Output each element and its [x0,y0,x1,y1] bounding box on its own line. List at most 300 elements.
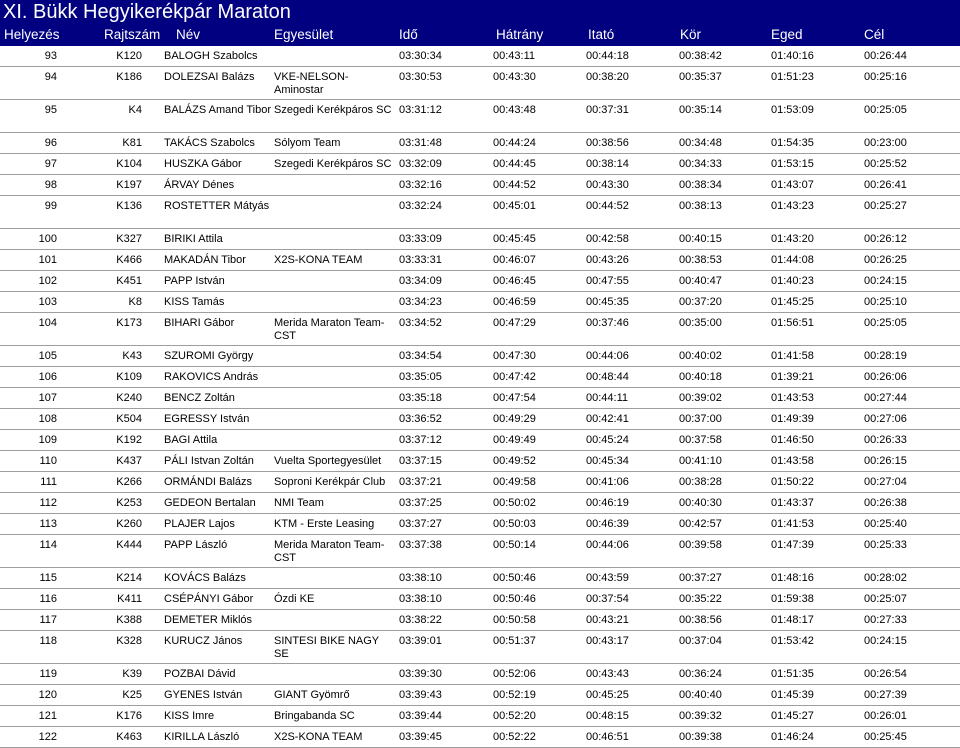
lap2-cell: 00:40:02 [679,350,722,362]
table-row [0,631,960,664]
finish-cell: 00:27:04 [864,476,907,488]
club-cell: Vuelta Sportegyesület [274,455,382,467]
time-cell: 03:31:48 [399,137,442,149]
lap2-cell: 00:40:30 [679,497,722,509]
lap2-cell: 00:39:02 [679,392,722,404]
finish-cell: 00:25:45 [864,731,907,743]
finish-cell: 00:25:05 [864,317,907,329]
lap2-cell: 00:37:58 [679,434,722,446]
position-cell: 122 [38,731,57,743]
lap3-cell: 01:53:15 [771,158,814,170]
position-cell: 99 [44,200,57,212]
name-cell: BAGI Attila [164,434,218,446]
bib-cell: K437 [116,455,142,467]
name-cell: ÁRVAY Dénes [164,179,235,191]
time-cell: 03:37:15 [399,455,442,467]
name-cell: SZUROMI György [164,350,254,362]
name-cell: CSÉPÁNYI Gábor [164,593,254,605]
table-row [0,706,960,727]
position-cell: 114 [39,539,57,551]
finish-cell: 00:27:33 [864,614,907,626]
lap3-cell: 01:51:23 [771,71,814,83]
bib-cell: K444 [116,539,142,551]
position-cell: 110 [39,455,57,467]
table-row [0,493,960,514]
lap3-cell: 01:43:58 [771,455,814,467]
lap3-cell: 01:53:09 [771,104,814,116]
bib-cell: K328 [116,635,142,647]
table-row [0,589,960,610]
finish-cell: 00:26:54 [864,668,907,680]
gap-cell: 00:49:52 [493,455,536,467]
finish-cell: 00:23:00 [864,137,907,149]
club-cell: Soproni Kerékpár Club [274,476,386,488]
table-row [0,514,960,535]
lap3-cell: 01:45:25 [771,296,814,308]
table-row [0,535,960,568]
finish-cell: 00:25:10 [864,296,907,308]
finish-cell: 00:26:06 [864,371,907,383]
table-row [0,313,960,346]
gap-cell: 00:50:46 [493,572,536,584]
position-cell: 96 [44,137,57,149]
lap3-cell: 01:54:35 [771,137,814,149]
table-row [0,727,960,748]
bib-cell: K109 [116,371,142,383]
table-row [0,229,960,250]
position-cell: 98 [44,179,57,191]
bib-cell: K260 [116,518,142,530]
finish-cell: 00:27:39 [864,689,907,701]
name-cell: BIHARI Gábor [164,317,235,329]
gap-cell: 00:43:48 [493,104,536,116]
name-cell: ROSTETTER Mátyás [164,200,270,212]
gap-cell: 00:46:45 [493,275,536,287]
header-lap3: Eged [771,27,803,42]
lap1-cell: 00:43:43 [586,668,629,680]
time-cell: 03:39:44 [399,710,442,722]
time-cell: 03:37:38 [399,539,442,551]
table-row [0,271,960,292]
header-finish: Cél [864,27,885,42]
time-cell: 03:33:31 [399,254,442,266]
lap1-cell: 00:37:46 [586,317,629,329]
lap3-cell: 01:41:53 [771,518,814,530]
lap2-cell: 00:39:32 [679,710,722,722]
lap2-cell: 00:34:48 [679,137,722,149]
gap-cell: 00:52:06 [493,668,536,680]
gap-cell: 00:47:42 [493,371,536,383]
lap1-cell: 00:41:06 [586,476,629,488]
name-cell: DEMETER Miklós [164,614,253,626]
lap1-cell: 00:47:55 [586,275,629,287]
bib-cell: K104 [116,158,142,170]
lap3-cell: 01:53:42 [771,635,814,647]
gap-cell: 00:51:37 [493,635,536,647]
name-cell: PAPP László [164,539,228,551]
lap2-cell: 00:38:42 [679,50,722,62]
name-cell: POZBAI Dávid [164,668,236,680]
position-cell: 116 [39,593,57,605]
time-cell: 03:34:23 [399,296,442,308]
finish-cell: 00:26:25 [864,254,907,266]
gap-cell: 00:50:14 [493,539,536,551]
lap3-cell: 01:56:51 [771,317,814,329]
name-cell: KISS Tamás [164,296,225,308]
lap3-cell: 01:40:23 [771,275,814,287]
position-cell: 119 [39,668,57,680]
lap1-cell: 00:43:26 [586,254,629,266]
gap-cell: 00:46:59 [493,296,536,308]
table-row [0,67,960,100]
lap2-cell: 00:38:13 [679,200,722,212]
time-cell: 03:39:30 [399,668,442,680]
name-cell: KIRILLA László [164,731,240,743]
position-cell: 104 [38,317,57,329]
bib-cell: K39 [122,668,142,680]
finish-cell: 00:25:33 [864,539,907,551]
time-cell: 03:32:09 [399,158,442,170]
name-cell: PLAJER Lajos [164,518,235,530]
lap3-cell: 01:39:21 [771,371,814,383]
position-cell: 97 [44,158,57,170]
lap2-cell: 00:37:27 [679,572,722,584]
header-lap2: Kör [680,27,702,42]
bib-cell: K81 [122,137,142,149]
name-cell: EGRESSY István [164,413,250,425]
position-cell: 93 [44,50,57,62]
lap1-cell: 00:43:21 [586,614,629,626]
bib-cell: K4 [128,104,142,116]
lap3-cell: 01:48:16 [771,572,814,584]
lap2-cell: 00:41:10 [679,455,722,467]
lap3-cell: 01:51:35 [771,668,814,680]
gap-cell: 00:52:20 [493,710,536,722]
bib-cell: K253 [116,497,142,509]
lap1-cell: 00:37:54 [586,593,629,605]
time-cell: 03:38:10 [399,593,442,605]
finish-cell: 00:26:33 [864,434,907,446]
lap3-cell: 01:40:16 [771,50,814,62]
finish-cell: 00:26:01 [864,710,907,722]
time-cell: 03:36:52 [399,413,442,425]
time-cell: 03:37:21 [399,476,442,488]
lap3-cell: 01:43:20 [771,233,814,245]
lap3-cell: 01:49:39 [771,413,814,425]
gap-cell: 00:45:01 [493,200,536,212]
position-cell: 105 [38,350,57,362]
position-cell: 95 [44,104,57,116]
time-cell: 03:35:18 [399,392,442,404]
bib-cell: K266 [116,476,142,488]
lap1-cell: 00:42:41 [586,413,629,425]
bib-cell: K192 [116,434,142,446]
lap1-cell: 00:43:17 [586,635,629,647]
position-cell: 107 [38,392,57,404]
finish-cell: 00:25:27 [864,200,907,212]
lap2-cell: 00:35:00 [679,317,722,329]
name-cell: BENCZ Zoltán [164,392,235,404]
name-cell: GEDEON Bertalan [164,497,256,509]
position-cell: 111 [40,476,57,488]
club-cell: X2S-KONA TEAM [274,731,363,743]
name-cell: PÁLI Istvan Zoltán [164,455,254,467]
time-cell: 03:32:24 [399,200,442,212]
lap1-cell: 00:43:30 [586,179,629,191]
bib-cell: K240 [116,392,142,404]
name-cell: HUSZKA Gábor [164,158,242,170]
lap2-cell: 00:40:47 [679,275,722,287]
bib-cell: K186 [116,71,142,83]
time-cell: 03:33:09 [399,233,442,245]
bib-cell: K466 [116,254,142,266]
lap1-cell: 00:45:24 [586,434,629,446]
lap1-cell: 00:37:31 [586,104,629,116]
lap2-cell: 00:37:04 [679,635,722,647]
position-cell: 120 [38,689,57,701]
bib-cell: K214 [116,572,142,584]
position-cell: 112 [39,497,57,509]
position-cell: 117 [39,614,57,626]
finish-cell: 00:25:52 [864,158,907,170]
finish-cell: 00:26:12 [864,233,907,245]
gap-cell: 00:52:22 [493,731,536,743]
gap-cell: 00:43:11 [493,50,536,62]
lap3-cell: 01:43:53 [771,392,814,404]
finish-cell: 00:26:41 [864,179,907,191]
bib-cell: K25 [122,689,142,701]
time-cell: 03:37:25 [399,497,442,509]
lap2-cell: 00:42:57 [679,518,722,530]
position-cell: 106 [38,371,57,383]
header-position: Helyezés [4,27,60,42]
lap1-cell: 00:46:39 [586,518,629,530]
header-lap1: Itató [588,27,615,42]
club-cell: KTM - Erste Leasing [274,518,375,530]
finish-cell: 00:27:44 [864,392,907,404]
lap1-cell: 00:42:58 [586,233,629,245]
lap1-cell: 00:44:06 [586,350,629,362]
bib-cell: K504 [116,413,142,425]
position-cell: 121 [38,710,57,722]
bib-cell: K411 [117,593,142,605]
finish-cell: 00:26:38 [864,497,907,509]
lap2-cell: 00:37:20 [679,296,722,308]
lap2-cell: 00:40:40 [679,689,722,701]
time-cell: 03:32:16 [399,179,442,191]
gap-cell: 00:49:58 [493,476,536,488]
lap3-cell: 01:47:39 [771,539,814,551]
bib-cell: K8 [128,296,142,308]
gap-cell: 00:52:19 [493,689,536,701]
table-row [0,367,960,388]
bib-cell: K173 [116,317,142,329]
name-cell: RAKOVICS András [164,371,259,383]
time-cell: 03:37:12 [399,434,442,446]
position-cell: 102 [38,275,57,287]
table-row [0,430,960,451]
lap3-cell: 01:50:22 [771,476,814,488]
lap1-cell: 00:45:34 [586,455,629,467]
lap1-cell: 00:45:25 [586,689,629,701]
gap-cell: 00:47:29 [493,317,536,329]
time-cell: 03:39:01 [399,635,442,647]
gap-cell: 00:50:03 [493,518,536,530]
gap-cell: 00:47:54 [493,392,536,404]
table-row [0,346,960,367]
time-cell: 03:37:27 [399,518,442,530]
finish-cell: 00:25:07 [864,593,907,605]
time-cell: 03:38:22 [399,614,442,626]
bib-cell: K451 [116,275,142,287]
gap-cell: 00:45:45 [493,233,536,245]
position-cell: 113 [39,518,57,530]
time-cell: 03:38:10 [399,572,442,584]
lap1-cell: 00:38:56 [586,137,629,149]
table-header [0,24,960,46]
table-row [0,175,960,196]
finish-cell: 00:28:02 [864,572,907,584]
gap-cell: 00:50:46 [493,593,536,605]
lap2-cell: 00:36:24 [679,668,722,680]
lap3-cell: 01:43:37 [771,497,814,509]
table-row [0,100,960,133]
club-cell: Szegedi Kerékpáros SC [274,104,392,116]
lap2-cell: 00:40:18 [679,371,722,383]
name-cell: KOVÁCS Balázs [164,572,246,584]
table-row [0,409,960,430]
time-cell: 03:30:34 [399,50,442,62]
results-table-body [0,46,960,748]
header-gap: Hátrány [496,27,544,42]
gap-cell: 00:44:24 [493,137,536,149]
table-row [0,250,960,271]
lap1-cell: 00:44:52 [586,200,629,212]
finish-cell: 00:25:16 [864,71,907,83]
lap3-cell: 01:45:39 [771,689,814,701]
lap1-cell: 00:48:44 [586,371,629,383]
time-cell: 03:30:53 [399,71,442,83]
bib-cell: K136 [116,200,142,212]
position-cell: 100 [38,233,57,245]
club-cell: Sólyom Team [274,137,341,149]
lap2-cell: 00:38:28 [679,476,722,488]
lap2-cell: 00:38:56 [679,614,722,626]
gap-cell: 00:44:45 [493,158,536,170]
gap-cell: 00:43:30 [493,71,536,83]
table-row [0,685,960,706]
lap1-cell: 00:44:11 [586,392,629,404]
time-cell: 03:35:05 [399,371,442,383]
lap1-cell: 00:48:15 [586,710,629,722]
finish-cell: 00:24:15 [864,275,907,287]
club-cell: GIANT Gyömrő [274,689,350,701]
lap3-cell: 01:45:27 [771,710,814,722]
position-cell: 109 [38,434,57,446]
time-cell: 03:34:54 [399,350,442,362]
gap-cell: 00:49:49 [493,434,536,446]
club-cell: Szegedi Kerékpáros SC [274,158,392,170]
lap2-cell: 00:37:00 [679,413,722,425]
club-cell: Merida Maraton Team-CST [274,539,385,564]
lap3-cell: 01:46:50 [771,434,814,446]
page-title: XI. Bükk Hegyikerékpár Maraton [0,0,960,24]
lap3-cell: 01:44:08 [771,254,814,266]
gap-cell: 00:44:52 [493,179,536,191]
time-cell: 03:39:45 [399,731,442,743]
lap2-cell: 00:35:37 [679,71,722,83]
lap3-cell: 01:48:17 [771,614,814,626]
table-row [0,154,960,175]
position-cell: 118 [39,635,57,647]
table-row [0,610,960,631]
bib-cell: K463 [116,731,142,743]
table-row [0,451,960,472]
lap2-cell: 00:39:58 [679,539,722,551]
gap-cell: 00:50:58 [493,614,536,626]
club-cell: Merida Maraton Team-CST [274,317,385,342]
gap-cell: 00:46:07 [493,254,536,266]
lap3-cell: 01:43:23 [771,200,814,212]
table-row [0,46,960,67]
header-time: Idő [399,27,418,42]
club-cell: Ózdi KE [274,593,315,605]
name-cell: GYENES István [164,689,243,701]
club-cell: VKE-NELSON-Aminostar [274,71,349,96]
finish-cell: 00:25:05 [864,104,907,116]
table-row [0,568,960,589]
finish-cell: 00:28:19 [864,350,907,362]
bib-cell: K43 [122,350,142,362]
lap3-cell: 01:43:07 [771,179,814,191]
position-cell: 115 [39,572,57,584]
lap1-cell: 00:45:35 [586,296,629,308]
club-cell: Bringabanda SC [274,710,355,722]
name-cell: BALÁZS Amand Tibor [164,104,271,116]
lap3-cell: 01:59:38 [771,593,814,605]
lap1-cell: 00:43:59 [586,572,629,584]
bib-cell: K176 [116,710,142,722]
table-row [0,196,960,229]
name-cell: BALOGH Szabolcs [164,50,258,62]
bib-cell: K120 [116,50,142,62]
header-club: Egyesület [274,27,334,42]
bib-cell: K197 [116,179,142,191]
lap1-cell: 00:46:51 [586,731,629,743]
lap1-cell: 00:38:20 [586,71,629,83]
finish-cell: 00:24:15 [864,635,907,647]
bib-cell: K327 [116,233,142,245]
finish-cell: 00:26:44 [864,50,907,62]
name-cell: TAKÁCS Szabolcs [164,137,255,149]
lap3-cell: 01:46:24 [771,731,814,743]
club-cell: SINTESI BIKE NAGY SE [274,635,379,660]
lap1-cell: 00:38:14 [586,158,629,170]
name-cell: ORMÁNDI Balázs [164,476,253,488]
name-cell: MAKADÁN Tibor [164,254,246,266]
header-bib: Rajtszám [104,27,161,42]
name-cell: BIRIKI Attila [164,233,223,245]
lap2-cell: 00:38:53 [679,254,722,266]
gap-cell: 00:50:02 [493,497,536,509]
finish-cell: 00:25:40 [864,518,907,530]
time-cell: 03:34:52 [399,317,442,329]
time-cell: 03:31:12 [399,104,442,116]
lap2-cell: 00:39:38 [679,731,722,743]
bib-cell: K388 [116,614,142,626]
club-cell: NMI Team [274,497,324,509]
position-cell: 103 [38,296,57,308]
